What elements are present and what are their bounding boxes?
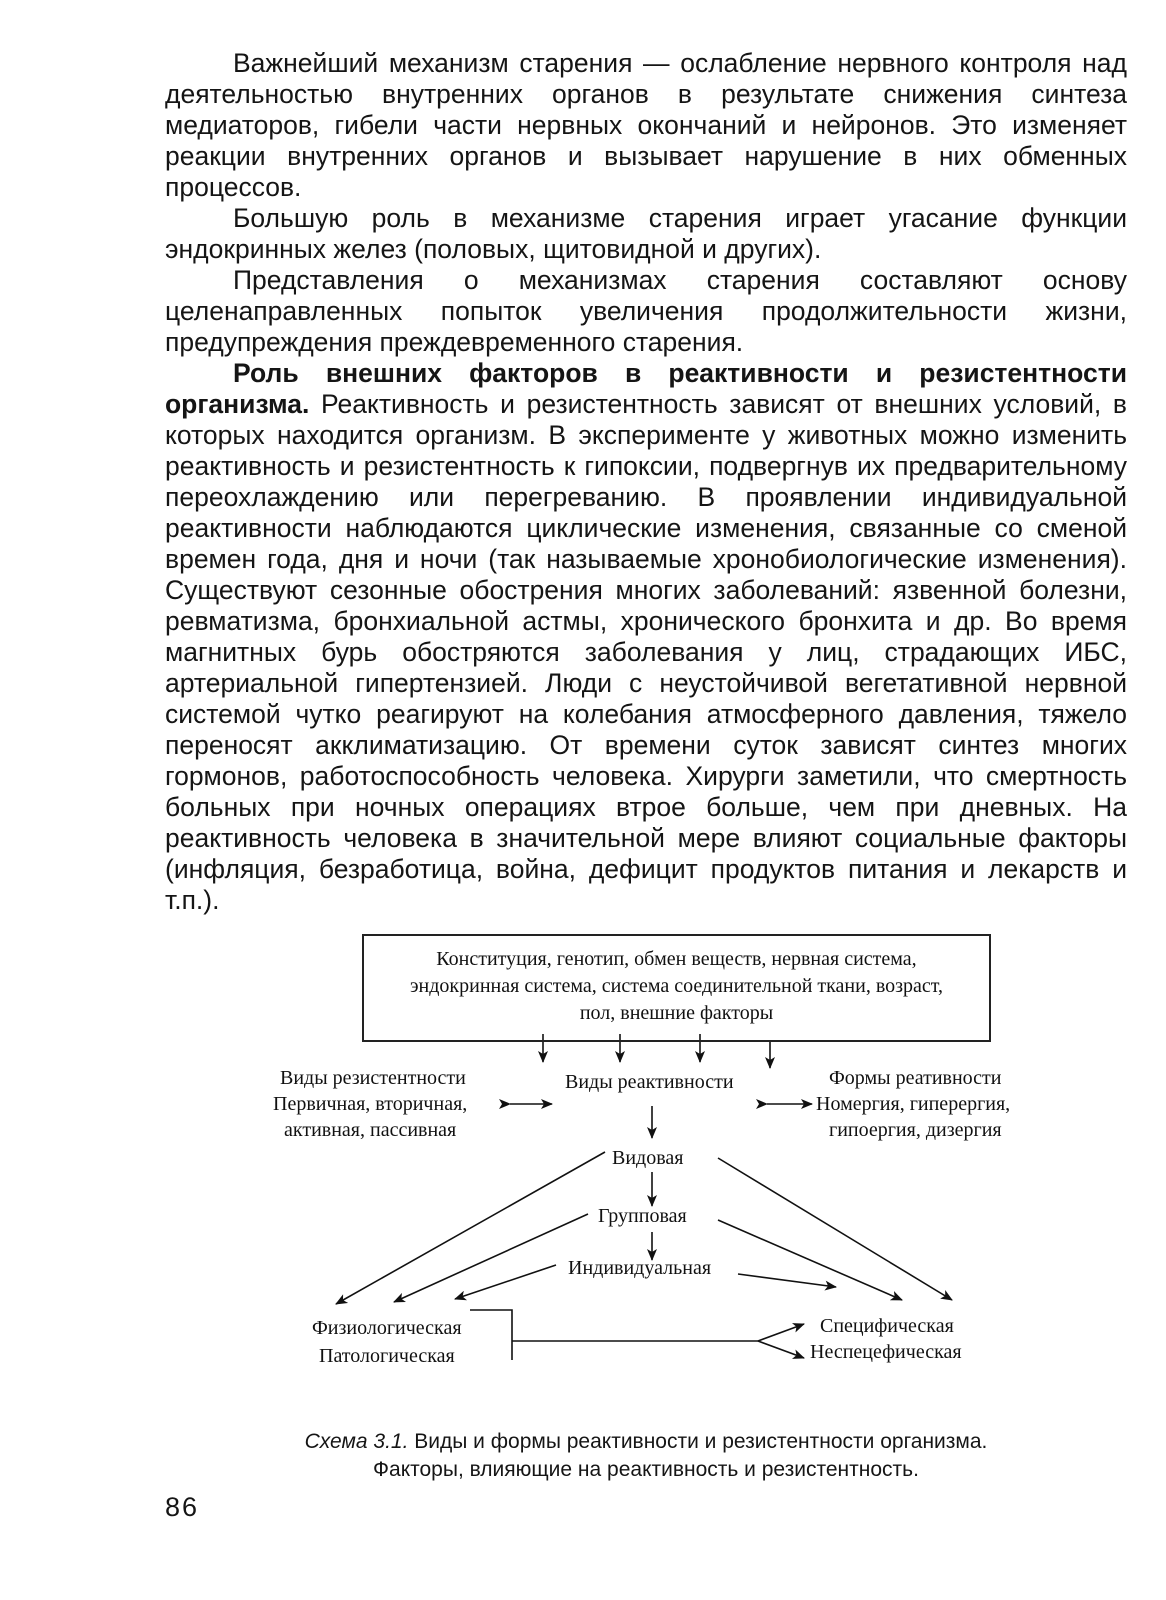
fork-arrow xyxy=(758,1341,804,1358)
pathological-label: Патологическая xyxy=(319,1345,455,1367)
species-label: Видовая xyxy=(612,1147,684,1169)
nonspecific-label: Неспецефическая xyxy=(810,1341,962,1363)
caption-label: Схема 3.1. xyxy=(304,1430,409,1453)
reactivity-title: Виды реактивности xyxy=(565,1071,734,1093)
factors-box xyxy=(362,934,991,1042)
reactivity-diagram xyxy=(0,930,1166,1367)
resistance-title: Виды резистентности xyxy=(280,1067,466,1089)
body-text xyxy=(165,48,1127,916)
factors-line: Конституция, генотип, обмен веществ, нервная система, xyxy=(436,948,917,970)
resistance-types: активная, пассивная xyxy=(284,1119,457,1141)
diagonal-arrow xyxy=(455,1265,556,1299)
diagonal-arrow xyxy=(718,1220,902,1300)
bracket xyxy=(470,1310,512,1360)
diagonal-arrow xyxy=(394,1214,588,1302)
forms-types: Номергия, гиперергия, xyxy=(816,1093,1011,1115)
group-label: Групповая xyxy=(598,1205,687,1227)
factors-line: пол, внешние факторы xyxy=(579,1002,774,1024)
figure-caption xyxy=(165,1428,1127,1484)
specific-label: Специфическая xyxy=(820,1315,954,1337)
forms-title: Формы реативности xyxy=(829,1067,1002,1089)
section-heading: Роль внешних факторов в реактивности и резистентности организма. xyxy=(165,358,1127,419)
paragraph-text: Реактивность и резистентность зависят от внешних условий, в которых находится организм. В эксперименте у животных можно изменить реактивность и резистентность к гипоксии, подвергнув их предварительному переохлаждению или перегреванию. В проявлении индивидуальной реактивности наблюдаются циклические изменения, связанные со сменой времен года, дня и ночи (так называемые хронобиологические изменения). Существуют сезонные обострения многих заболеваний: язвенной болезни, ревматизма, бронхиальной астмы, хронического бронхита и др. Во время магнитных бурь обостряются заболевания у лиц, страдающих ИБС, артериальной гипертензией. Люди с неустойчивой вегетативной нервной системой чутко реагируют на колебания атмосферного давления, тяжело переносят акклиматизацию. От времени суток зависят синтез многих гормонов, работоспособность человека. Хирурги заметили, что смертность больных при ночных операциях втрое больше, чем при дневных. На реактивность человека в значительной мере влияют социальные факторы (инфляция, безработица, война, дефицит продуктов питания и лекарств и т.п.). xyxy=(165,389,1127,915)
individual-label: Индивидуальная xyxy=(568,1257,712,1279)
diagonal-arrow xyxy=(718,1158,952,1300)
page-number: 86 xyxy=(165,1492,200,1522)
resistance-types: Первичная, вторичная, xyxy=(273,1093,468,1115)
paragraph: Большую роль в механизме старения играет угасание функции эндокринных желез (половых, щитовидной и других). xyxy=(165,203,1127,264)
paragraph xyxy=(165,358,1127,916)
caption-text: Виды и формы реактивности и резистентности организма. xyxy=(408,1430,988,1453)
forms-types: гипоергия, дизергия xyxy=(829,1119,1002,1141)
fork-arrow xyxy=(758,1324,804,1341)
caption-text: Факторы, влияющие на реактивность и резистентность. xyxy=(373,1458,919,1481)
factors-line: эндокринная система, система соединительной ткани, возраст, xyxy=(409,975,944,997)
diagonal-arrow xyxy=(738,1274,836,1287)
diagonal-arrow xyxy=(336,1152,605,1304)
paragraph: Представления о механизмах старения составляют основу целенаправленных попыток увеличения продолжительности жизни, предупреждения преждевременного старения. xyxy=(165,265,1127,357)
physiological-label: Физиологическая xyxy=(312,1317,462,1339)
paragraph: Важнейший механизм старения — ослабление нервного контроля над деятельностью внутренних органов в результате снижения синтеза медиаторов, гибели части нервных окончаний и нейронов. Это изменяет реакции внутренних органов и вызывает нарушение в них обменных процессов. xyxy=(165,48,1127,202)
